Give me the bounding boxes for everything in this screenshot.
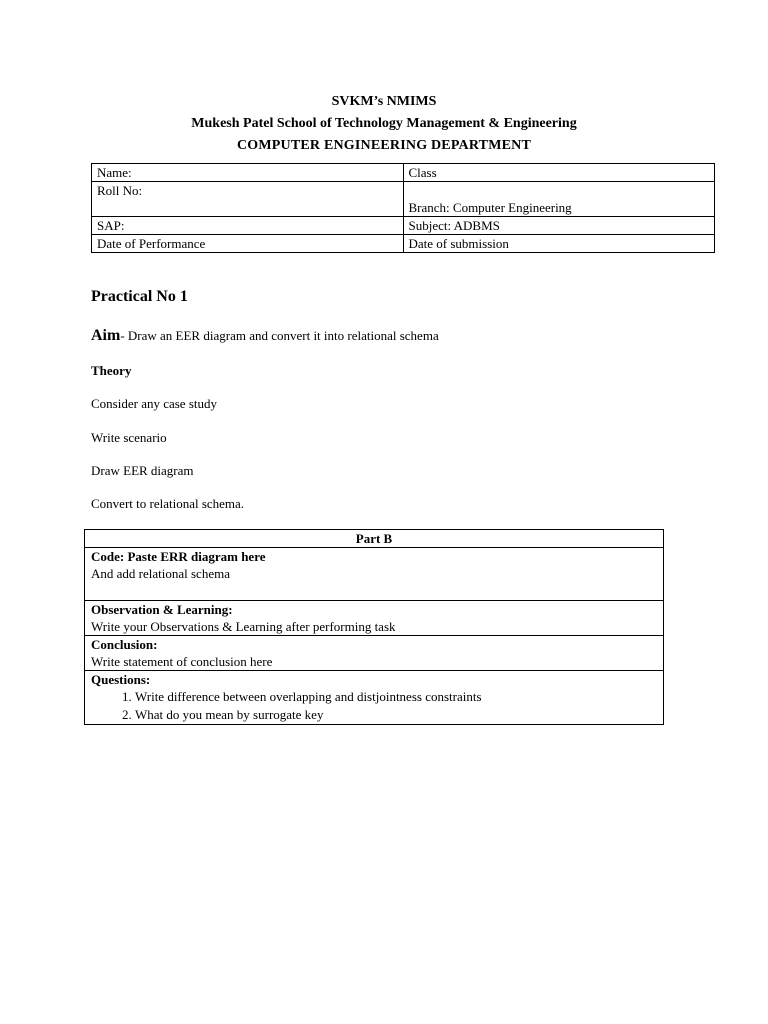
questions-heading: Questions: (91, 672, 151, 687)
subject-cell: Subject: ADBMS (403, 217, 715, 235)
date-submission-cell: Date of submission (403, 235, 715, 253)
questions-cell (85, 671, 664, 725)
questions-list (91, 688, 657, 724)
aim-label: Aim (91, 327, 121, 344)
conclusion-cell (85, 636, 664, 671)
table-row (92, 235, 715, 253)
table-row (92, 164, 715, 182)
aim-line (91, 327, 439, 345)
header-school: Mukesh Patel School of Technology Management & Engineering (191, 116, 577, 131)
code-cell (85, 548, 664, 601)
theory-line: Consider any case study (91, 396, 218, 411)
conclusion-text: Write statement of conclusion here (91, 654, 273, 669)
student-info-table (91, 163, 715, 253)
code-text: And add relational schema (91, 566, 230, 581)
practical-title: Practical No 1 (91, 288, 188, 305)
name-cell: Name: (92, 164, 404, 182)
table-row (92, 217, 715, 235)
table-row (92, 182, 715, 217)
observation-cell (85, 601, 664, 636)
theory-line: Write scenario (91, 430, 167, 445)
table-row (85, 601, 664, 636)
theory-line: Draw EER diagram (91, 463, 194, 478)
table-row (85, 530, 664, 548)
question-item: 1. Write difference between overlapping and distjointness constraints (135, 688, 657, 706)
table-row (85, 636, 664, 671)
branch-text: Branch: Computer Engineering (408, 200, 572, 215)
table-row (85, 671, 664, 725)
header-institution: SVKM’s NMIMS (331, 94, 437, 109)
observation-heading: Observation & Learning: (91, 602, 233, 617)
theory-heading: Theory (91, 363, 132, 378)
branch-cell (403, 182, 715, 217)
question-item: 2. What do you mean by surrogate key (135, 706, 657, 724)
part-b-table (84, 529, 664, 725)
date-performance-cell: Date of Performance (92, 235, 404, 253)
aim-text: - Draw an EER diagram and convert it into relational schema (120, 328, 439, 343)
table-row (85, 548, 664, 601)
conclusion-heading: Conclusion: (91, 637, 158, 652)
observation-text: Write your Observations & Learning after performing task (91, 619, 396, 634)
theory-line: Convert to relational schema. (91, 496, 245, 511)
sap-cell: SAP: (92, 217, 404, 235)
class-cell: Class (403, 164, 715, 182)
header-department: COMPUTER ENGINEERING DEPARTMENT (236, 138, 532, 153)
part-b-heading: Part B (85, 530, 664, 548)
roll-cell: Roll No: (92, 182, 404, 217)
code-heading: Code: Paste ERR diagram here (91, 549, 266, 564)
